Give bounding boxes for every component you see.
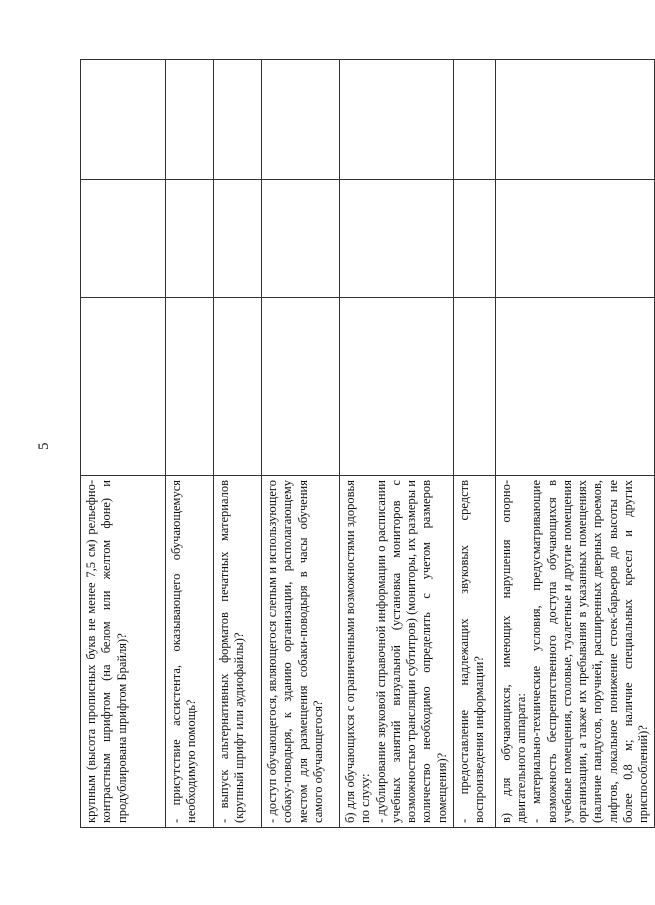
empty-cell (166, 298, 214, 476)
empty-cell (453, 180, 495, 298)
empty-cell (262, 60, 340, 180)
empty-cell (81, 180, 166, 298)
empty-cell (453, 60, 495, 180)
empty-cell (166, 180, 214, 298)
criterion-cell: б) для обучающихся с ограниченными возможностями здоровья по слуху: - дублирование звуковой справочной информации о расписании учебных занятий визуальной (установка мониторов с возможностью трансляции субтитров) (мониторы, их размеры и количество необходимо определить с учетом размеров помещения)? (340, 476, 454, 828)
criteria-table (80, 59, 655, 828)
empty-cell (81, 60, 166, 180)
empty-cell (495, 298, 655, 476)
empty-cell (340, 180, 454, 298)
empty-cell (214, 60, 262, 180)
empty-cell (214, 298, 262, 476)
criterion-cell: - предоставление надлежащих звуковых средств воспроизведения информации? (453, 476, 495, 828)
empty-cell (81, 298, 166, 476)
empty-cell (340, 60, 454, 180)
empty-cell (453, 298, 495, 476)
page-number: 5 (36, 442, 52, 450)
empty-cell (262, 180, 340, 298)
criterion-cell: - выпуск альтернативных форматов печатных материалов (крупный шрифт или аудиофайлы)? (214, 476, 262, 828)
table-row (166, 60, 214, 828)
table-row (340, 60, 454, 828)
table-row (495, 60, 655, 828)
rotated-table-container (80, 60, 650, 828)
empty-cell (495, 180, 655, 298)
criterion-cell: в) для обучающихся, имеющих нарушения опорно-двигательного аппарата: - материально-технические условия, предусматривающие возможность беспрепятственного доступа обучающихся в учебные помещения, столовые, туалетные и другие помещения организации, а также их пребывания в указанных помещениях (наличие пандусов, поручней, расширенных дверных проемов, лифтов, локальное понижение стоек-барьеров до высоты не более 0,8 м; наличие специальных кресел и других приспособлений)? (495, 476, 655, 828)
empty-cell (495, 60, 655, 180)
empty-cell (340, 298, 454, 476)
criterion-cell: - доступ обучающегося, являющегося слепым и использующего собаку-поводыря, к зданию организации, располагающему местом для размещения собаки-поводыря в часы обучения самого обучающегося? (262, 476, 340, 828)
table-row (81, 60, 166, 828)
criterion-cell: крупным (высота прописных букв не менее 7,5 см) рельефно-контрастным шрифтом (на белом или желтом фоне) и продублирована шрифтом Брайля)? (81, 476, 166, 828)
empty-cell (166, 60, 214, 180)
empty-cell (214, 180, 262, 298)
table-row (262, 60, 340, 828)
table-row (214, 60, 262, 828)
empty-cell (262, 298, 340, 476)
criterion-cell: - присутствие ассистента, оказывающего обучающемуся необходимую помощь? (166, 476, 214, 828)
table-row (453, 60, 495, 828)
